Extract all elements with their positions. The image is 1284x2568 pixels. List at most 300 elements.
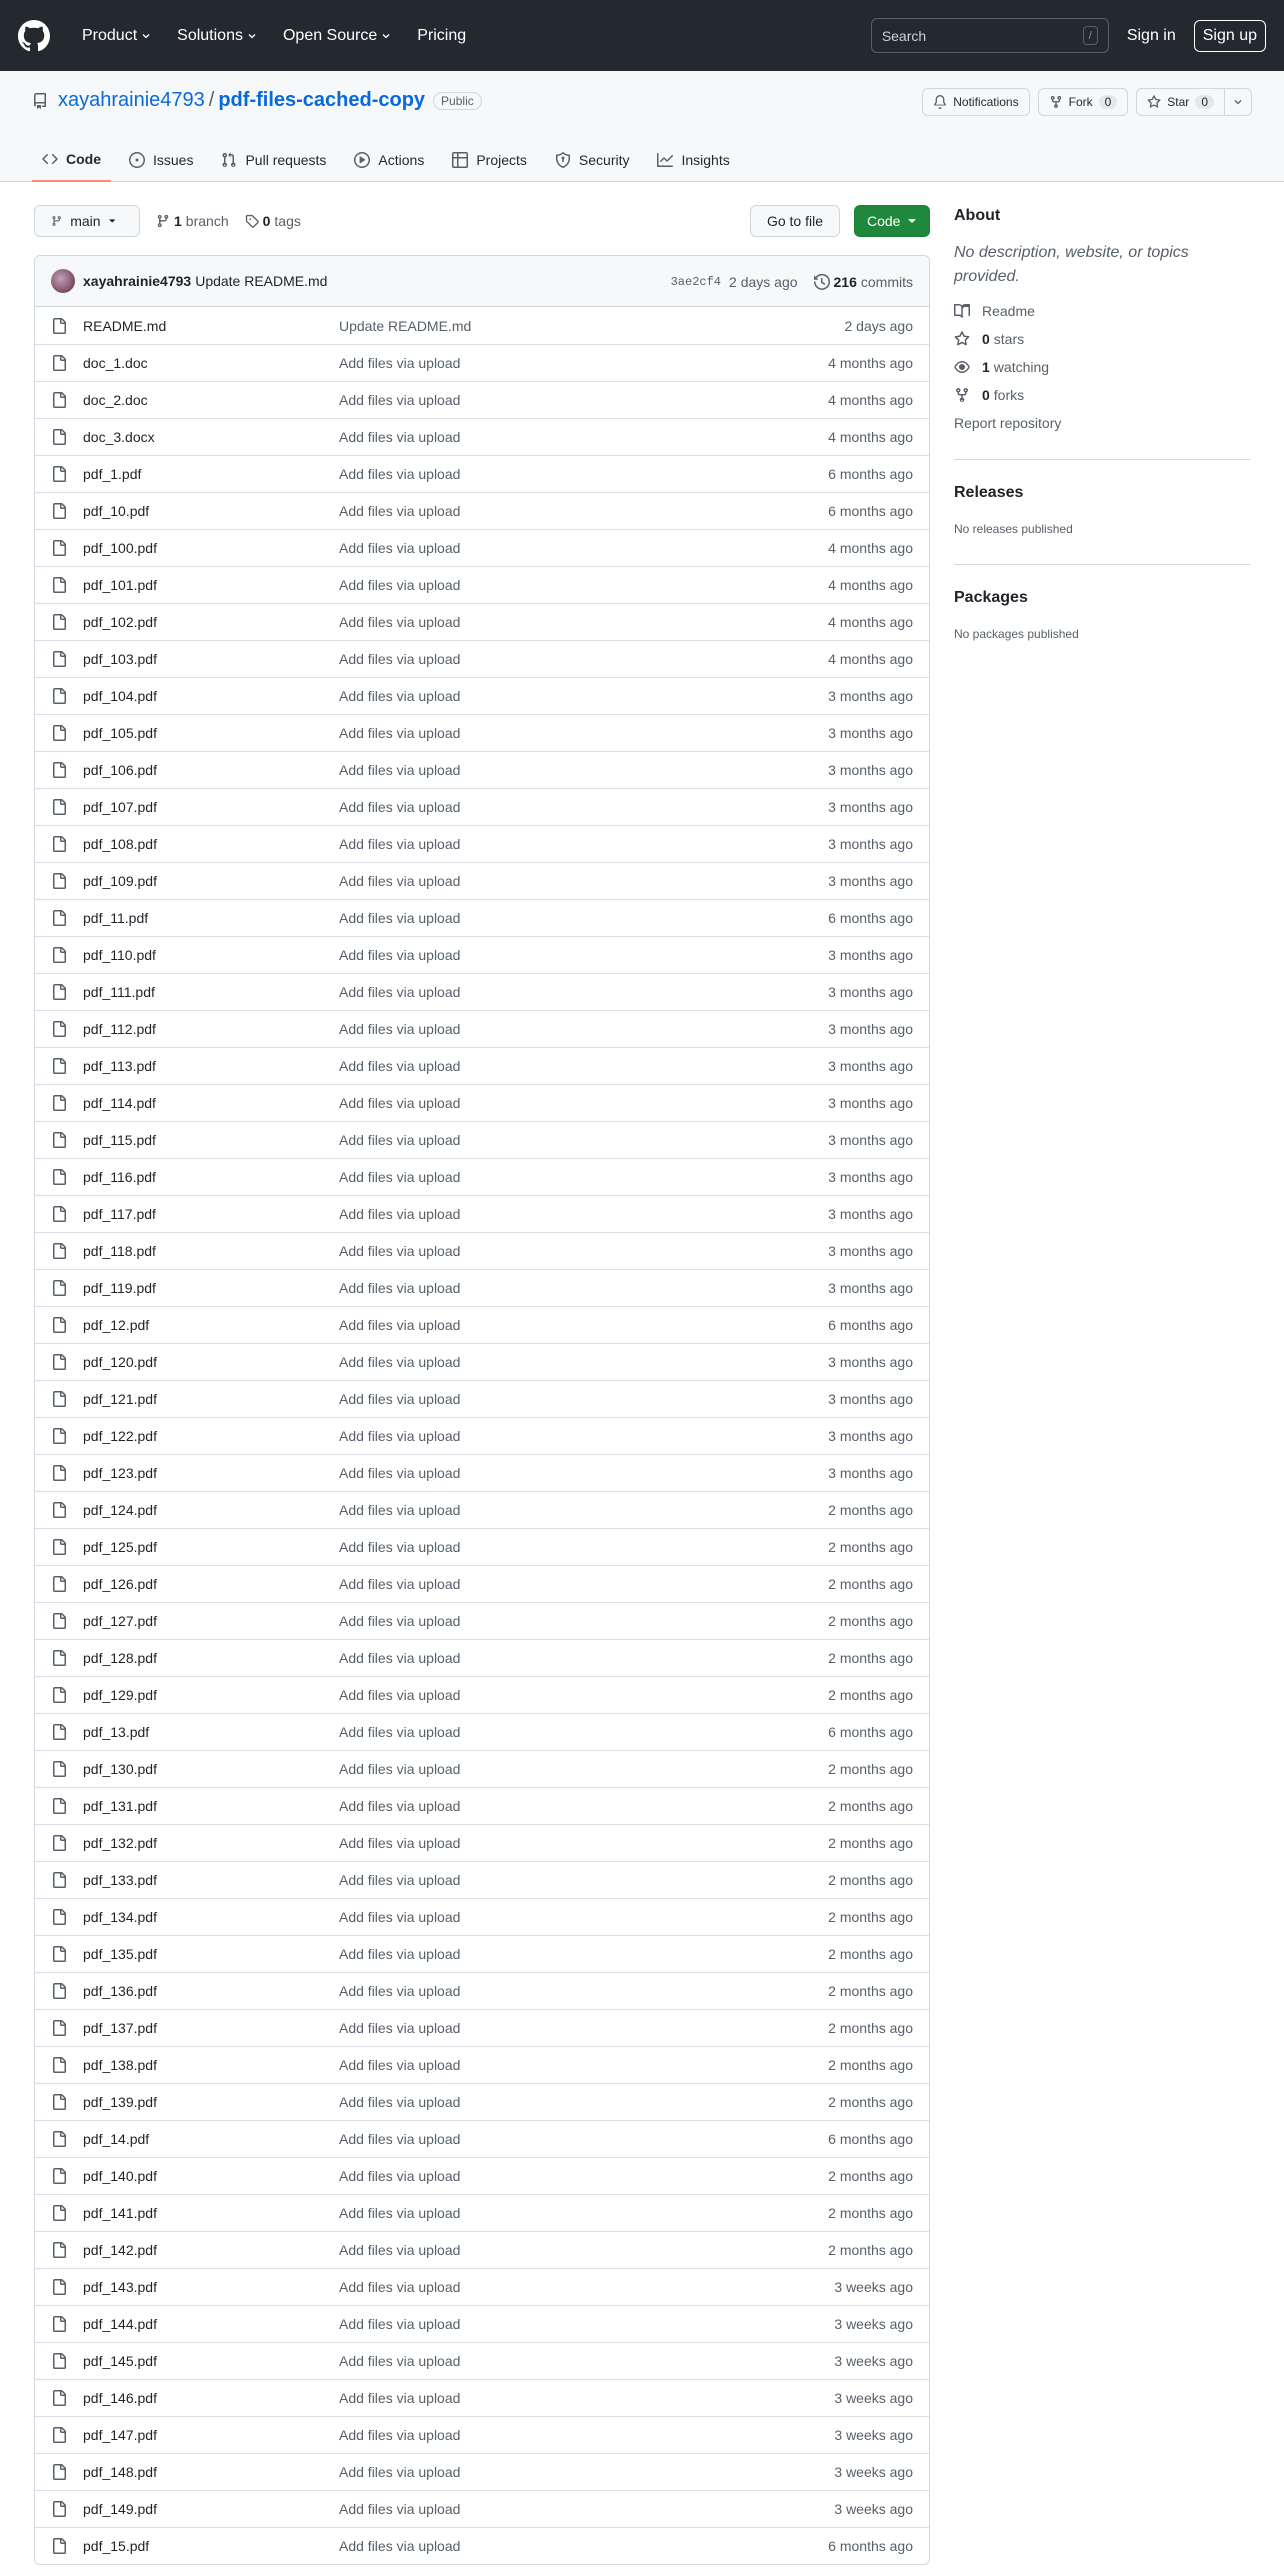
table-row[interactable] xyxy=(35,1491,929,1528)
star-button[interactable] xyxy=(1136,88,1225,116)
table-row[interactable] xyxy=(35,1750,929,1787)
file-commit-message-link[interactable]: Add files via upload xyxy=(339,1946,461,1962)
file-commit-message-link[interactable]: Add files via upload xyxy=(339,1280,461,1296)
file-commit-message-link[interactable]: Add files via upload xyxy=(339,1909,461,1925)
file-name-link[interactable]: pdf_103.pdf xyxy=(83,651,157,667)
file-commit-message-link[interactable]: Add files via upload xyxy=(339,614,461,630)
table-row[interactable] xyxy=(35,1454,929,1491)
file-name-link[interactable]: pdf_130.pdf xyxy=(83,1761,157,1777)
table-row[interactable] xyxy=(35,2009,929,2046)
file-name-link[interactable]: pdf_127.pdf xyxy=(83,1613,157,1629)
nav-open-source[interactable]: Open Source xyxy=(275,27,399,45)
readme-link[interactable] xyxy=(954,303,1250,319)
repo-name-link[interactable]: pdf-files-cached-copy xyxy=(218,89,426,111)
file-name-link[interactable]: pdf_117.pdf xyxy=(83,1206,156,1222)
file-commit-age: 4 months ago xyxy=(828,429,913,445)
file-icon xyxy=(51,1576,67,1592)
file-name-link[interactable]: pdf_144.pdf xyxy=(83,2316,157,2332)
file-commit-age: 2 months ago xyxy=(828,1761,913,1777)
file-icon xyxy=(51,1798,67,1814)
file-commit-message-link[interactable]: Add files via upload xyxy=(339,1354,461,1370)
table-row[interactable] xyxy=(35,751,929,788)
file-commit-age: 3 months ago xyxy=(828,688,913,704)
file-icon xyxy=(51,2205,67,2221)
file-commit-message-link[interactable]: Add files via upload xyxy=(339,1983,461,1999)
file-icon xyxy=(51,2094,67,2110)
commit-sha-link[interactable]: 3ae2cf4 xyxy=(670,274,722,289)
file-commit-message-link[interactable]: Add files via upload xyxy=(339,1650,461,1666)
table-row[interactable] xyxy=(35,1010,929,1047)
file-name-link[interactable]: pdf_115.pdf xyxy=(83,1132,156,1148)
avatar[interactable] xyxy=(51,269,75,293)
file-name-link[interactable]: pdf_10.pdf xyxy=(83,503,150,519)
play-icon xyxy=(354,152,370,168)
nav-solutions[interactable]: Solutions xyxy=(169,27,265,45)
file-commit-message-link[interactable]: Add files via upload xyxy=(339,392,461,408)
branch-name: main xyxy=(70,213,101,229)
eye-icon xyxy=(954,359,970,375)
tag-count: 0 xyxy=(262,213,271,229)
file-name-link[interactable]: pdf_136.pdf xyxy=(83,1983,157,1999)
file-name-link[interactable]: pdf_129.pdf xyxy=(83,1687,157,1703)
file-name-link[interactable]: pdf_107.pdf xyxy=(83,799,157,815)
file-commit-age: 4 months ago xyxy=(828,355,913,371)
file-commit-age: 2 months ago xyxy=(828,1613,913,1629)
tags-link[interactable] xyxy=(245,213,301,229)
file-commit-age: 3 months ago xyxy=(828,1206,913,1222)
file-icon xyxy=(51,2464,67,2480)
file-icon xyxy=(51,873,67,889)
branches-link[interactable] xyxy=(156,213,229,229)
file-name-link[interactable]: pdf_132.pdf xyxy=(83,1835,157,1851)
file-commit-message-link[interactable]: Add files via upload xyxy=(339,1095,461,1111)
table-row[interactable] xyxy=(35,1898,929,1935)
packages-heading[interactable]: Packages xyxy=(954,589,1028,606)
stars-link[interactable] xyxy=(954,331,1250,347)
table-row[interactable] xyxy=(35,2083,929,2120)
file-name-link[interactable]: pdf_15.pdf xyxy=(83,2538,150,2554)
table-row[interactable] xyxy=(35,1158,929,1195)
file-icon xyxy=(51,688,67,704)
file-commit-age: 4 months ago xyxy=(828,577,913,593)
file-name-link[interactable]: pdf_100.pdf xyxy=(83,540,157,556)
file-browser xyxy=(34,255,930,2565)
header-right xyxy=(871,18,1266,53)
file-commit-message-link[interactable]: Add files via upload xyxy=(339,1243,461,1259)
fork-button[interactable] xyxy=(1038,88,1129,116)
file-icon xyxy=(51,1058,67,1074)
file-commit-age: 3 months ago xyxy=(828,984,913,1000)
file-commit-message-link[interactable]: Add files via upload xyxy=(339,1835,461,1851)
file-commit-age: 2 months ago xyxy=(828,1650,913,1666)
table-row[interactable] xyxy=(35,1861,929,1898)
table-row[interactable] xyxy=(35,2046,929,2083)
file-icon xyxy=(51,1095,67,1111)
notifications-button[interactable] xyxy=(922,88,1029,116)
file-name-link[interactable]: pdf_1.pdf xyxy=(83,466,142,482)
table-row[interactable] xyxy=(35,1380,929,1417)
file-name-link[interactable]: pdf_148.pdf xyxy=(83,2464,157,2480)
go-to-file-button[interactable]: Go to file xyxy=(750,205,840,237)
file-name-link[interactable]: pdf_101.pdf xyxy=(83,577,157,593)
file-name-link[interactable]: pdf_131.pdf xyxy=(83,1798,157,1814)
file-icon xyxy=(51,1354,67,1370)
file-commit-message-link[interactable]: Add files via upload xyxy=(339,1539,461,1555)
tab-insights[interactable]: Insights xyxy=(647,137,739,182)
file-commit-message-link[interactable]: Add files via upload xyxy=(339,1798,461,1814)
about-heading: About xyxy=(954,207,1001,224)
file-icon xyxy=(51,799,67,815)
table-row[interactable] xyxy=(35,2120,929,2157)
top-nav xyxy=(74,27,474,45)
file-name-link[interactable]: pdf_140.pdf xyxy=(83,2168,157,2184)
table-row[interactable] xyxy=(35,344,929,381)
search-input[interactable] xyxy=(871,18,1109,53)
table-row[interactable] xyxy=(35,455,929,492)
file-name-link[interactable]: pdf_142.pdf xyxy=(83,2242,157,2258)
file-icon xyxy=(51,1946,67,1962)
file-name-link[interactable]: pdf_108.pdf xyxy=(83,836,157,852)
file-commit-message-link[interactable]: Add files via upload xyxy=(339,1169,461,1185)
file-commit-age: 3 months ago xyxy=(828,1169,913,1185)
file-name-link[interactable]: README.md xyxy=(83,317,167,334)
file-name-link[interactable]: pdf_143.pdf xyxy=(83,2279,157,2295)
table-row[interactable] xyxy=(35,1676,929,1713)
file-commit-age: 3 months ago xyxy=(828,1132,913,1148)
file-commit-age: 2 months ago xyxy=(828,1502,913,1518)
file-commit-age: 4 months ago xyxy=(828,540,913,556)
file-name-link[interactable]: pdf_105.pdf xyxy=(83,725,157,741)
commit-message-link[interactable]: Update README.md xyxy=(195,273,328,289)
table-row[interactable] xyxy=(35,936,929,973)
file-commit-message-link[interactable]: Add files via upload xyxy=(339,2538,461,2554)
watching-link[interactable] xyxy=(954,359,1250,375)
table-row[interactable] xyxy=(35,1639,929,1676)
file-name-link[interactable]: pdf_111.pdf xyxy=(83,984,155,1000)
table-row[interactable] xyxy=(35,714,929,751)
commit-meta xyxy=(671,256,913,307)
file-commit-message-link[interactable]: Add files via upload xyxy=(339,2020,461,2036)
table-row[interactable] xyxy=(35,973,929,1010)
table-row[interactable] xyxy=(35,2416,929,2453)
sign-in-link[interactable]: Sign in xyxy=(1126,26,1176,44)
file-icon xyxy=(51,1761,67,1777)
file-name-link[interactable]: pdf_120.pdf xyxy=(83,1354,157,1370)
file-commit-message-link[interactable]: Add files via upload xyxy=(339,651,461,667)
table-row[interactable] xyxy=(35,640,929,677)
file-name-link[interactable]: pdf_145.pdf xyxy=(83,2353,157,2369)
file-commit-message-link[interactable]: Add files via upload xyxy=(339,1761,461,1777)
file-name-link[interactable]: pdf_122.pdf xyxy=(83,1428,157,1444)
file-icon xyxy=(51,1650,67,1666)
file-commit-message-link[interactable]: Add files via upload xyxy=(339,355,461,371)
file-name-link[interactable]: pdf_147.pdf xyxy=(83,2427,157,2443)
file-name-link[interactable]: pdf_125.pdf xyxy=(83,1539,157,1555)
file-name-link[interactable]: pdf_126.pdf xyxy=(83,1576,157,1592)
table-row[interactable] xyxy=(35,677,929,714)
file-name-link[interactable]: pdf_121.pdf xyxy=(83,1391,157,1407)
file-commit-message-link[interactable]: Add files via upload xyxy=(339,540,461,556)
table-row[interactable] xyxy=(35,1417,929,1454)
file-commit-age: 4 months ago xyxy=(828,392,913,408)
star-button-group xyxy=(1136,88,1252,116)
file-commit-message-link[interactable]: Add files via upload xyxy=(339,2353,461,2369)
file-name-link[interactable]: pdf_110.pdf xyxy=(83,947,156,963)
file-name-link[interactable]: pdf_11.pdf xyxy=(83,910,149,926)
table-row[interactable] xyxy=(35,2342,929,2379)
file-commit-message-link[interactable]: Add files via upload xyxy=(339,1428,461,1444)
repo-title xyxy=(32,89,482,112)
file-commit-message-link[interactable]: Add files via upload xyxy=(339,1206,461,1222)
file-commit-message-link[interactable]: Add files via upload xyxy=(339,725,461,741)
file-commit-age: 6 months ago xyxy=(828,2131,913,2147)
file-commit-message-link[interactable]: Add files via upload xyxy=(339,1465,461,1481)
file-name-link[interactable]: doc_1.doc xyxy=(83,355,148,371)
file-commit-age: 2 months ago xyxy=(828,1687,913,1703)
file-commit-message-link[interactable]: Add files via upload xyxy=(339,2279,461,2295)
table-row[interactable] xyxy=(35,1713,929,1750)
table-row[interactable] xyxy=(35,862,929,899)
file-icon xyxy=(51,1872,67,1888)
file-name-link[interactable]: pdf_138.pdf xyxy=(83,2057,157,2073)
file-name-link[interactable]: doc_2.doc xyxy=(83,392,148,408)
file-name-link[interactable]: doc_3.docx xyxy=(83,429,155,445)
file-name-link[interactable]: pdf_118.pdf xyxy=(83,1243,156,1259)
file-commit-message-link[interactable]: Add files via upload xyxy=(339,984,461,1000)
repo-owner-link[interactable]: xayahrainie4793 xyxy=(58,89,205,111)
file-commit-message-link[interactable]: Add files via upload xyxy=(339,1021,461,1037)
nav-product[interactable]: Product xyxy=(74,27,159,45)
forks-count: 0 xyxy=(982,387,990,403)
file-commit-age: 2 days ago xyxy=(844,317,913,334)
chevron-down-icon xyxy=(1233,97,1243,107)
repo-header xyxy=(0,71,1284,182)
table-row[interactable] xyxy=(35,1787,929,1824)
table-row[interactable] xyxy=(35,1602,929,1639)
table-row[interactable] xyxy=(35,418,929,455)
file-commit-message-link[interactable]: Add files via upload xyxy=(339,2464,461,2480)
table-row[interactable] xyxy=(35,603,929,640)
file-name-link[interactable]: pdf_116.pdf xyxy=(83,1169,156,1185)
file-commit-age: 6 months ago xyxy=(828,2538,913,2554)
table-row[interactable] xyxy=(35,2453,929,2490)
commit-author-link[interactable]: xayahrainie4793 xyxy=(83,273,192,289)
file-commit-age: 3 months ago xyxy=(828,1095,913,1111)
file-commit-message-link[interactable]: Add files via upload xyxy=(339,1132,461,1148)
table-row[interactable] xyxy=(35,2490,929,2527)
file-commit-message-link[interactable]: Add files via upload xyxy=(339,1872,461,1888)
commit-age: 2 days ago xyxy=(729,273,798,290)
pull-request-icon xyxy=(221,152,237,168)
site-header xyxy=(0,0,1284,71)
file-commit-message-link[interactable]: Add files via upload xyxy=(339,2501,461,2517)
file-name-link[interactable]: pdf_139.pdf xyxy=(83,2094,157,2110)
table-row[interactable] xyxy=(35,2379,929,2416)
file-name-link[interactable]: pdf_135.pdf xyxy=(83,1946,157,1962)
file-commit-message-link[interactable]: Update README.md xyxy=(339,317,472,334)
table-row[interactable] xyxy=(35,788,929,825)
file-commit-message-link[interactable]: Add files via upload xyxy=(339,2427,461,2443)
table-row[interactable] xyxy=(35,1565,929,1602)
tab-security[interactable]: Security xyxy=(545,137,640,182)
table-row[interactable] xyxy=(35,1935,929,1972)
file-commit-message-link[interactable]: Add files via upload xyxy=(339,799,461,815)
forks-link[interactable] xyxy=(954,387,1250,403)
fork-label: Fork xyxy=(1068,95,1093,109)
table-row[interactable] xyxy=(35,1121,929,1158)
file-icon xyxy=(51,1835,67,1851)
caret-down-icon xyxy=(908,217,916,225)
file-commit-message-link[interactable]: Add files via upload xyxy=(339,429,461,445)
file-commit-age: 6 months ago xyxy=(828,503,913,519)
branch-select-button[interactable] xyxy=(34,205,140,237)
file-commit-message-link[interactable]: Add files via upload xyxy=(339,1502,461,1518)
file-commit-message-link[interactable]: Add files via upload xyxy=(339,836,461,852)
no-packages-text: No packages published xyxy=(954,627,1079,641)
file-name-link[interactable]: pdf_149.pdf xyxy=(83,2501,157,2517)
file-name-link[interactable]: pdf_133.pdf xyxy=(83,1872,157,1888)
table-row[interactable] xyxy=(35,1084,929,1121)
releases-heading[interactable]: Releases xyxy=(954,484,1024,501)
sign-up-button[interactable]: Sign up xyxy=(1194,20,1266,52)
file-commit-message-link[interactable]: Add files via upload xyxy=(339,1058,461,1074)
file-commit-age: 3 months ago xyxy=(828,1021,913,1037)
table-row[interactable] xyxy=(35,2231,929,2268)
table-row[interactable] xyxy=(35,1824,929,1861)
table-row[interactable] xyxy=(35,1343,929,1380)
table-row[interactable] xyxy=(35,2268,929,2305)
file-icon xyxy=(51,725,67,741)
code-dropdown-button[interactable] xyxy=(854,205,930,237)
file-commit-message-link[interactable]: Add files via upload xyxy=(339,2205,461,2221)
file-commit-message-link[interactable]: Add files via upload xyxy=(339,2316,461,2332)
file-name-link[interactable]: pdf_134.pdf xyxy=(83,1909,157,1925)
file-commit-message-link[interactable]: Add files via upload xyxy=(339,1576,461,1592)
file-commit-age: 3 months ago xyxy=(828,1465,913,1481)
file-commit-age: 2 months ago xyxy=(828,1909,913,1925)
tab-actions[interactable]: Actions xyxy=(344,137,434,182)
file-commit-message-link[interactable]: Add files via upload xyxy=(339,688,461,704)
file-commit-age: 4 months ago xyxy=(828,614,913,630)
file-name-link[interactable]: pdf_128.pdf xyxy=(83,1650,157,1666)
file-name-link[interactable]: pdf_137.pdf xyxy=(83,2020,157,2036)
file-commit-message-link[interactable]: Add files via upload xyxy=(339,1317,461,1333)
file-commit-message-link[interactable]: Add files via upload xyxy=(339,762,461,778)
file-commit-message-link[interactable]: Add files via upload xyxy=(339,466,461,482)
file-name-link[interactable]: pdf_104.pdf xyxy=(83,688,157,704)
file-commit-message-link[interactable]: Add files via upload xyxy=(339,873,461,889)
file-name-link[interactable]: pdf_106.pdf xyxy=(83,762,157,778)
file-commit-message-link[interactable]: Add files via upload xyxy=(339,910,461,926)
file-name-link[interactable]: pdf_114.pdf xyxy=(83,1095,156,1111)
star-dropdown-button[interactable] xyxy=(1225,88,1252,116)
file-commit-age: 3 months ago xyxy=(828,836,913,852)
table-row[interactable] xyxy=(35,2305,929,2342)
file-name-link[interactable]: pdf_141.pdf xyxy=(83,2205,157,2221)
file-commit-message-link[interactable]: Add files via upload xyxy=(339,2057,461,2073)
table-row[interactable] xyxy=(35,825,929,862)
table-row[interactable] xyxy=(35,566,929,603)
watching-count: 1 xyxy=(982,359,990,375)
report-repository-link[interactable]: Report repository xyxy=(954,415,1062,431)
table-row[interactable] xyxy=(35,492,929,529)
tab-pull-requests[interactable]: Pull requests xyxy=(211,137,336,182)
file-name-link[interactable]: pdf_123.pdf xyxy=(83,1465,157,1481)
table-row[interactable] xyxy=(35,2157,929,2194)
file-commit-message-link[interactable]: Add files via upload xyxy=(339,2094,461,2110)
table-row[interactable] xyxy=(35,1232,929,1269)
file-commit-message-link[interactable]: Add files via upload xyxy=(339,2242,461,2258)
file-name-link[interactable]: pdf_109.pdf xyxy=(83,873,157,889)
file-commit-message-link[interactable]: Add files via upload xyxy=(339,577,461,593)
table-row[interactable] xyxy=(35,1047,929,1084)
file-name-link[interactable]: pdf_102.pdf xyxy=(83,614,157,630)
table-row[interactable] xyxy=(35,1269,929,1306)
file-commit-age: 2 months ago xyxy=(828,2205,913,2221)
table-row[interactable] xyxy=(35,2194,929,2231)
table-row[interactable] xyxy=(35,1306,929,1343)
commits-history-link[interactable] xyxy=(814,274,913,290)
file-name-link[interactable]: pdf_146.pdf xyxy=(83,2390,157,2406)
tag-word: tags xyxy=(274,213,301,229)
file-icon xyxy=(51,2168,67,2184)
file-commit-message-link[interactable]: Add files via upload xyxy=(339,2390,461,2406)
table-row[interactable] xyxy=(35,529,929,566)
nav-pricing[interactable]: Pricing xyxy=(417,26,467,44)
file-name-link[interactable]: pdf_13.pdf xyxy=(83,1724,150,1740)
file-commit-age: 2 months ago xyxy=(828,1576,913,1592)
github-logo-icon[interactable] xyxy=(18,20,50,52)
tab-projects[interactable]: Projects xyxy=(442,137,537,182)
file-icon xyxy=(51,392,67,408)
file-commit-message-link[interactable]: Add files via upload xyxy=(339,1613,461,1629)
file-commit-message-link[interactable]: Add files via upload xyxy=(339,947,461,963)
file-commit-age: 3 months ago xyxy=(828,1058,913,1074)
table-row[interactable] xyxy=(35,1972,929,2009)
tab-code[interactable]: Code xyxy=(32,137,111,182)
file-name-link[interactable]: pdf_14.pdf xyxy=(83,2131,150,2147)
file-icon xyxy=(51,2131,67,2147)
file-name-link[interactable]: pdf_112.pdf xyxy=(83,1021,156,1037)
file-commit-age: 3 months ago xyxy=(828,1280,913,1296)
file-name-link[interactable]: pdf_124.pdf xyxy=(83,1502,157,1518)
file-commit-message-link[interactable]: Add files via upload xyxy=(339,1391,461,1407)
file-icon xyxy=(51,1983,67,1999)
sidebar-divider xyxy=(954,564,1250,565)
file-name-link[interactable]: pdf_113.pdf xyxy=(83,1058,156,1074)
table-row[interactable] xyxy=(35,2527,929,2564)
table-row[interactable] xyxy=(35,899,929,936)
table-row[interactable] xyxy=(35,381,929,418)
graph-icon xyxy=(657,152,673,168)
table-row[interactable] xyxy=(35,1528,929,1565)
file-commit-message-link[interactable]: Add files via upload xyxy=(339,2168,461,2184)
file-commit-message-link[interactable]: Add files via upload xyxy=(339,503,461,519)
file-name-link[interactable]: pdf_119.pdf xyxy=(83,1280,156,1296)
file-name-link[interactable]: pdf_12.pdf xyxy=(83,1317,150,1333)
file-commit-age: 3 months ago xyxy=(828,1243,913,1259)
file-icon xyxy=(51,2057,67,2073)
tab-issues[interactable]: Issues xyxy=(119,137,203,182)
file-commit-message-link[interactable]: Add files via upload xyxy=(339,2131,461,2147)
git-branch-icon xyxy=(156,214,170,228)
table-row[interactable] xyxy=(35,1195,929,1232)
table-row[interactable] xyxy=(35,307,929,344)
file-commit-age: 3 weeks ago xyxy=(834,2427,913,2443)
file-commit-message-link[interactable]: Add files via upload xyxy=(339,1724,461,1740)
file-commit-message-link[interactable]: Add files via upload xyxy=(339,1687,461,1703)
file-commit-age: 2 months ago xyxy=(828,1946,913,1962)
